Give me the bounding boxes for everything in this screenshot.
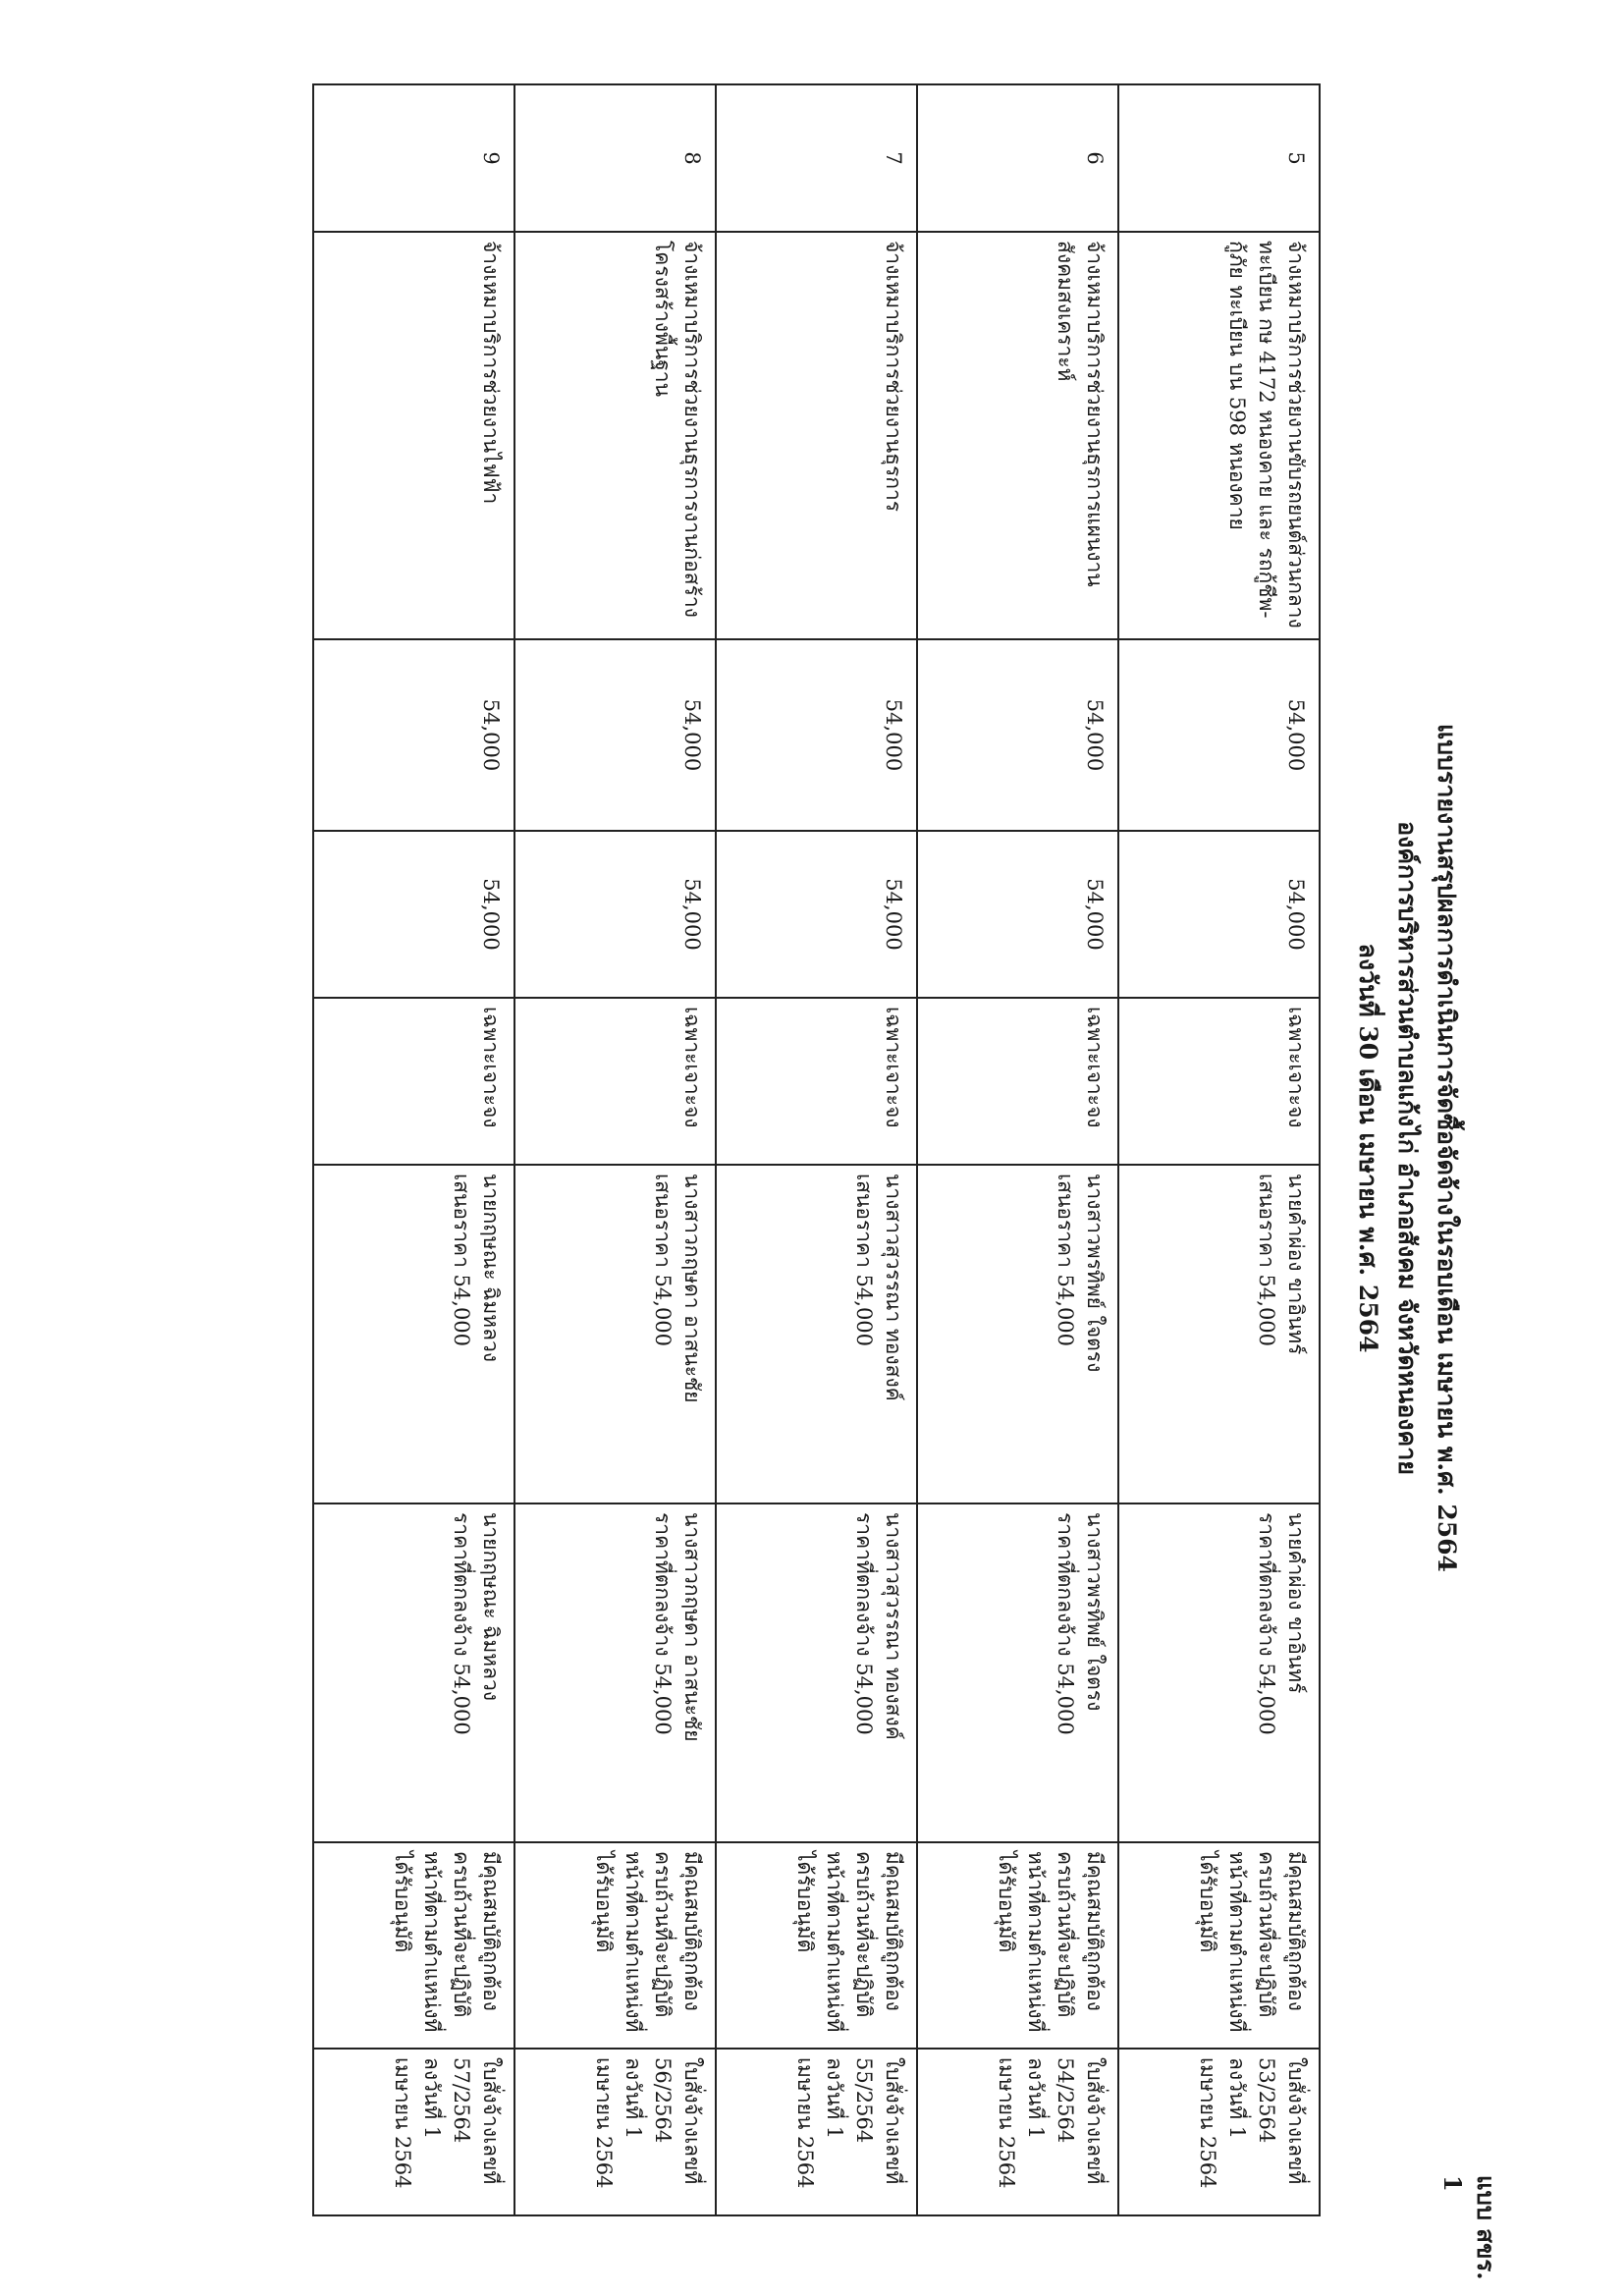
table-row [313,84,514,2215]
row-number: 7 [716,84,917,232]
contract-reference: ใบสั่งจ้างเลขที่ 54/2564 ลงวันที่ 1 เมษายน 2564 [917,2049,1118,2215]
bidder-and-price: นางสาวพรทิพย์ ใจตรง เสนอราคา 54,000 [917,1165,1118,1503]
selection-reason: มีคุณสมบัติถูกต้องครบถ้วนที่จะปฏิบัติหน้าที่ตามตำแหน่งที่ได้รับอนุมัติ [514,1842,716,2049]
procurement-method: เฉพาะเจาะจง [514,998,716,1165]
selected-contractor: นายคำผ่อง ขาอินทร์ ราคาที่ตกลงจ้าง 54,000 [1118,1503,1320,1842]
contract-reference: ใบสั่งจ้างเลขที่ 55/2564 ลงวันที่ 1 เมษายน 2564 [716,2049,917,2215]
work-item: จ้างเหมาบริการช่วยงานขับรถยนต์ส่วนกลาง ทะเบียน กษ 4172 หนองคาย และ รถกู้ชีพ-กู้ภัย ทะเบียน บน 598 หนองคาย [1118,232,1320,639]
selection-reason: มีคุณสมบัติถูกต้องครบถ้วนที่จะปฏิบัติหน้าที่ตามตำแหน่งที่ได้รับอนุมัติ [917,1842,1118,2049]
budget-amount: 54,000 [514,639,716,831]
selection-reason: มีคุณสมบัติถูกต้องครบถ้วนที่จะปฏิบัติหน้าที่ตามตำแหน่งที่ได้รับอนุมัติ [313,1842,514,2049]
row-number: 8 [514,84,716,232]
contract-reference: ใบสั่งจ้างเลขที่ 53/2564 ลงวันที่ 1 เมษายน 2564 [1118,2049,1320,2215]
report-date: ลงวันที่ 30 เดือน เมษายน พ.ศ. 2564 [1354,943,1382,1353]
selected-contractor: นางสาวพรทิพย์ ใจตรง ราคาที่ตกลงจ้าง 54,000 [917,1503,1118,1842]
contract-reference: ใบสั่งจ้างเลขที่ 57/2564 ลงวันที่ 1 เมษายน 2564 [313,2049,514,2215]
bidder-and-price: นายกฤษณะ ฉิมหลวง เสนอราคา 54,000 [313,1165,514,1503]
median-price: 54,000 [1118,831,1320,998]
work-item: จ้างเหมาบริการช่วยงานไฟฟ้า [313,232,514,639]
budget-amount: 54,000 [1118,639,1320,831]
procurement-method: เฉพาะเจาะจง [1118,998,1320,1165]
report-title: แบบรายงานสรุปผลการดำเนินการจัดซื้อจัดจ้างในรอบเดือน เมษายน พ.ศ. 2564 [1433,724,1461,1572]
table-row [917,84,1118,2215]
work-item: จ้างเหมาบริการช่วยงานธุรการแผนงานสังคมสงเคราะห์ [917,232,1118,639]
median-price: 54,000 [514,831,716,998]
procurement-method: เฉพาะเจาะจง [917,998,1118,1165]
median-price: 54,000 [716,831,917,998]
organization-name: องค์การบริหารส่วนตำบลแก้งไก่ อำเภอสังคม จังหวัดหนองคาย [1393,821,1422,1475]
procurement-table [312,83,1321,2216]
median-price: 54,000 [917,831,1118,998]
budget-amount: 54,000 [716,639,917,831]
median-price: 54,000 [313,831,514,998]
work-item: จ้างเหมาบริการช่วยงานธุรการ [716,232,917,639]
selection-reason: มีคุณสมบัติถูกต้องครบถ้วนที่จะปฏิบัติหน้าที่ตามตำแหน่งที่ได้รับอนุมัติ [716,1842,917,2049]
selected-contractor: นายกฤษณะ ฉิมหลวง ราคาที่ตกลงจ้าง 54,000 [313,1503,514,1842]
row-number: 6 [917,84,1118,232]
procurement-method: เฉพาะเจาะจง [716,998,917,1165]
row-number: 9 [313,84,514,232]
bidder-and-price: นางสาวสุวรรณา ทองสงค์ เสนอราคา 54,000 [716,1165,917,1503]
procurement-method: เฉพาะเจาะจง [313,998,514,1165]
table-row [514,84,716,2215]
table-row [716,84,917,2215]
budget-amount: 54,000 [917,639,1118,831]
selected-contractor: นางสาวสุวรรณา ทองสงค์ ราคาที่ตกลงจ้าง 54,000 [716,1503,917,1842]
table-row [1118,84,1320,2215]
work-item: จ้างเหมาบริการช่วยงานธุรการงานก่อสร้างโครงสร้างพื้นฐาน [514,232,716,639]
contract-reference: ใบสั่งจ้างเลขที่ 56/2564 ลงวันที่ 1 เมษายน 2564 [514,2049,716,2215]
selected-contractor: นางสาวกฤษดา อาสนะชัย ราคาที่ตกลงจ้าง 54,000 [514,1503,716,1842]
form-code: แบบ สขร. 1 [1438,2175,1500,2280]
bidder-and-price: นายคำผ่อง ขาอินทร์ เสนอราคา 54,000 [1118,1165,1320,1503]
selection-reason: มีคุณสมบัติถูกต้องครบถ้วนที่จะปฏิบัติหน้าที่ตามตำแหน่งที่ได้รับอนุมัติ [1118,1842,1320,2049]
budget-amount: 54,000 [313,639,514,831]
bidder-and-price: นางสาวกฤษดา อาสนะชัย เสนอราคา 54,000 [514,1165,716,1503]
row-number: 5 [1118,84,1320,232]
